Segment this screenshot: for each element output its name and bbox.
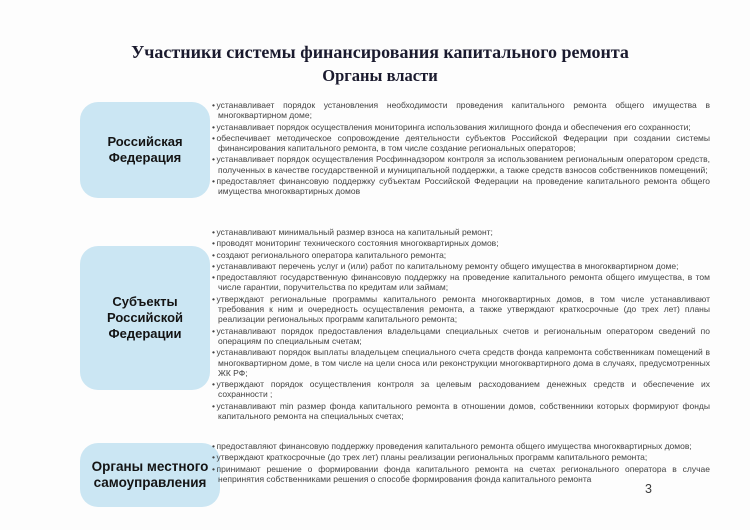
bullet-list-local-government [212, 441, 710, 485]
page-title: Участники системы финансирования капитального ремонта [131, 42, 629, 62]
bullet-item: • утверждают региональные программы капитального ремонта многоквартирных домов, в том числе устанавливают требования к ним и очередность осуществления ремонта, а также утверждают краткосрочные (до трех лет) планы реализации региональных программ капитального ремонта; [212, 294, 710, 325]
bullet-item: • устанавливает порядок осуществления Росфиннадзором контроля за использованием региональным оператором средств, полученных в качестве государственной и муниципальной поддержки, а также средств взносов собственников помещений; [212, 154, 710, 175]
bullet-item: • устанавливают минимальный размер взноса на капитальный ремонт; [212, 227, 710, 237]
label-box-federation-subjects [80, 246, 210, 390]
bullet-item: • предоставляют государственную финансовую поддержку на проведение капитального ремонта общего имущества, в том числе гарантии, поручительства по кредитам или займам; [212, 272, 710, 293]
bullet-item: • утверждают краткосрочные (до трех лет) планы реализации региональных программ капитального ремонта; [212, 452, 710, 462]
bullet-item: • проводят мониторинг технического состояния многоквартирных домов; [212, 238, 710, 248]
bullet-item: • предоставляют финансовую поддержку проведения капитального ремонта общего имущества многоквартирных домов; [212, 441, 710, 451]
bullet-item: • устанавливает порядок осуществления мониторинга использования жилищного фонда и обеспечения его сохранности; [212, 122, 710, 132]
bullet-item: • предоставляет финансовую поддержку субъектам Российской Федерации на проведение капитального ремонта общего имущества многоквартирных домов [212, 176, 710, 197]
bullet-item: • обеспечивает методическое сопровождение деятельности субъектов Российской Федерации при создании системы финансирования капитального ремонта, в том числе создание региональных операторов; [212, 133, 710, 154]
label-federation-subjects: Субъекты Российской Федерации [106, 294, 184, 341]
bullet-list-federation-subjects [212, 227, 710, 422]
bullet-item: • утверждают порядок осуществления контроля за целевым расходованием денежных средств и обеспечение их сохранности ; [212, 379, 710, 400]
bullet-item: • устанавливают min размер фонда капитального ремонта в отношении домов, собственники которых формируют фонды капитального ремонта на специальных счетах; [212, 401, 710, 422]
bullet-item: • устанавливают порядок предоставления владельцами специальных счетов и региональным оператором сведений по операциям по специальным счетам; [212, 326, 710, 347]
bullet-item: • принимают решение о формировании фонда капитального ремонта на счетах регионального оператора в случае непринятия собственниками решения о способе формирования фонда капитального ремонта [212, 464, 710, 485]
page-number: 3 [645, 482, 652, 496]
bullet-item: • создают регионального оператора капитального ремонта; [212, 250, 710, 260]
bullet-item: • устанавливают перечень услуг и (или) работ по капитальному ремонту общего имущества в многоквартирном доме; [212, 261, 710, 271]
label-box-russian-federation [80, 102, 210, 198]
bullet-item: • устанавливают порядок выплаты владельцем специального счета средств фонда капремонта собственникам помещений в многоквартирном доме, в том числе на цели сноса или реконструкции многоквартирного дома в случаях, предусмотренных ЖК РФ; [212, 347, 710, 378]
bullet-list-russian-federation [212, 100, 710, 198]
label-box-local-government [80, 443, 220, 507]
page-subtitle: Органы власти [322, 66, 438, 85]
label-local-government: Органы местного самоуправления [91, 459, 209, 490]
bullet-item: • устанавливает порядок установления необходимости проведения капитального ремонта общего имущества в многоквартирном доме; [212, 100, 710, 121]
label-russian-federation: Российская Федерация [107, 134, 183, 165]
